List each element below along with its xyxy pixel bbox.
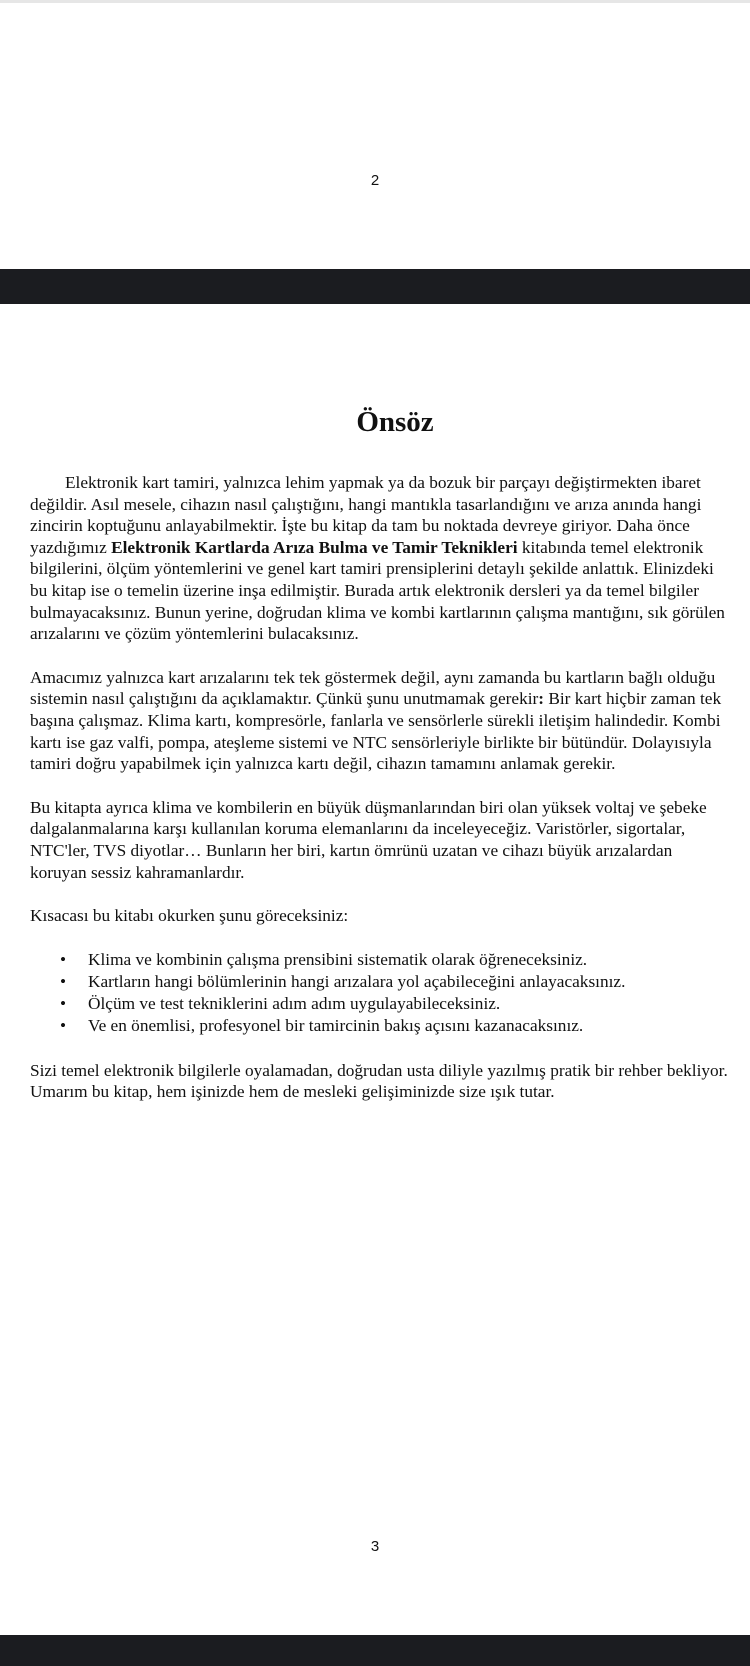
paragraph-1-text-a: Elektronik kart tamiri, yalnızca lehim yapmak ya da bozuk bir parçayı değiştirmekten ibaret değildir. Asıl mesele, cihazın nasıl çalıştığını, hangi mantıkla tasarlandığını ve arıza anında hangi zincirin koptuğunu anlayabilmektir. İşte bu kitap da tam bu noktada devreye giriyor. Daha önce yazdığımız	[30, 473, 702, 557]
paragraph-2-colon: :	[538, 689, 545, 709]
paragraph-1-text-b: kitabında temel elektronik bilgilerini, ölçüm yöntemlerini ve genel kart tamiri prensiplerini detaylı şekilde anlattık. Elinizdeki bu kitap ise o temelin üzerine inşa edilmiştir. Burada artık elektronik dersleri ya da temel bilgiler bulmayacaksınız. Bunun yerine, doğrudan klima ve kombi kartlarının çalışma mantığını, sık görülen arızalarını ve çözüm yöntemlerini bulacaksınız.	[30, 537, 725, 644]
bullet-icon: •	[60, 971, 67, 991]
bullet-item-text: Klima ve kombinin çalışma prensibini sistematik olarak öğreneceksiniz.	[88, 949, 588, 969]
top-edge	[0, 0, 750, 3]
page-content	[30, 405, 730, 1103]
paragraph-spacer	[30, 645, 730, 667]
paragraph-3: Bu kitapta ayrıca klima ve kombilerin en büyük düşmanlarından biri olan yüksek voltaj ve şebeke dalgalanmalarına karşı kullanılan koruma elemanlarını da inceleyeceğiz. Varistörler, sigortalar, NTC'ler, TVS diyotlar… Bunların her biri, kartın ömrünü uzatan ve cihazı büyük arızalardan koruyan sessiz kahramanlardır.	[30, 797, 707, 882]
book-title-bold: Elektronik Kartlarda Arıza Bulma ve Tamir Teknikleri	[111, 537, 518, 557]
page-number-bottom: 3	[370, 1538, 380, 1555]
paragraph-spacer	[30, 775, 730, 797]
bullet-item-text: Ve en önemlisi, profesyonel bir tamircinin bakış açısını kazanacaksınız.	[88, 1016, 584, 1036]
bullet-item-text: Ölçüm ve test tekniklerini adım adım uygulayabileceksiniz.	[88, 994, 501, 1014]
paragraph-spacer	[30, 1038, 730, 1060]
page-separator	[0, 1635, 750, 1666]
bullet-item	[30, 971, 730, 993]
page-number-top: 2	[370, 172, 380, 189]
page-separator	[0, 269, 750, 304]
paragraph-2-text-b: Bir kart hiçbir zaman tek başına çalışmaz. Klima kartı, kompresörle, fanlarla ve sensörlerle sürekli iletişim halindedir. Kombi kartı ise gaz valfi, pompa, ateşleme sistemi ve NTC sensörleriyle birlikte bir bütündür. Dolayısıyla tamiri doğru yapabilmek için yalnızca kartı değil, cihazın tamamını anlamak gerekir.	[30, 689, 722, 774]
page-title: Önsöz	[356, 406, 434, 438]
paragraph-spacer	[30, 927, 730, 949]
bullet-item	[30, 1015, 730, 1037]
paragraph-2	[30, 667, 730, 775]
bullet-list	[30, 949, 730, 1038]
bullet-icon: •	[60, 994, 67, 1014]
paragraph-2-text-a: Amacımız yalnızca kart arızalarını tek tek göstermek değil, aynı zamanda bu kartların bağlı olduğu sistemin nasıl çalıştığını da açıklamaktır. Çünkü şunu unutmamak gerekir	[30, 667, 716, 709]
bullet-icon: •	[60, 949, 67, 969]
bullet-icon: •	[60, 1016, 67, 1036]
bullet-item	[30, 993, 730, 1015]
paragraph-1	[30, 472, 730, 645]
bullet-item	[30, 949, 730, 971]
paragraph-5: Sizi temel elektronik bilgilerle oyalamadan, doğrudan usta diliyle yazılmış pratik bir rehber bekliyor. Umarım bu kitap, hem işinizde hem de mesleki gelişiminizde size ışık tutar.	[30, 1060, 728, 1102]
bullet-item-text: Kartların hangi bölümlerinin hangi arızalara yol açabileceğini anlayacaksınız.	[88, 971, 626, 991]
paragraph-spacer	[30, 883, 730, 905]
paragraph-4: Kısacası bu kitabı okurken şunu göreceksiniz:	[30, 906, 349, 926]
